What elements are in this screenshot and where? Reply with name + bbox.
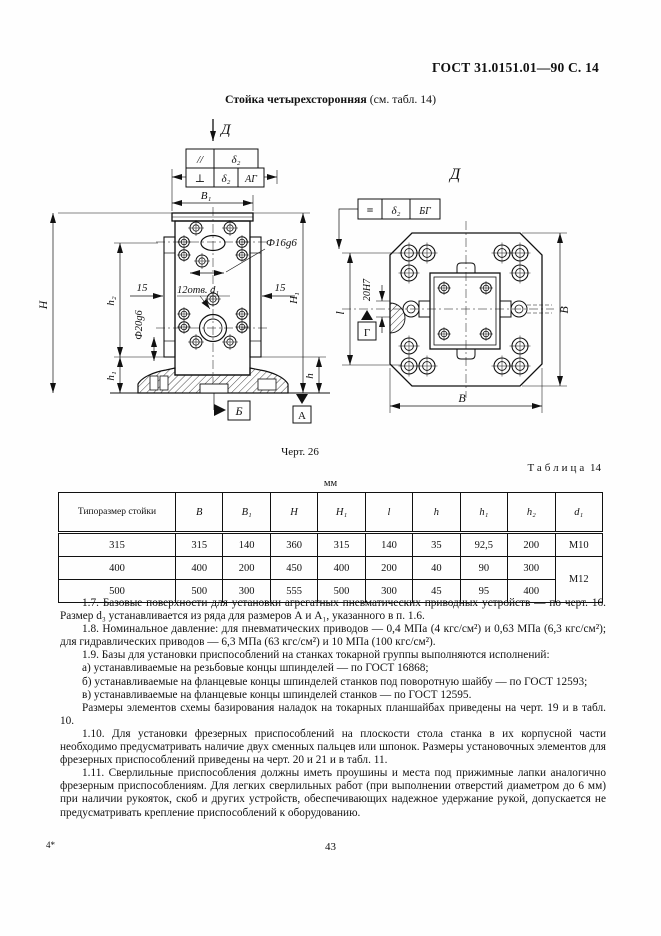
- paragraph-1-9-a: а) устанавливаемые на резьбовые концы шпинделей — по ГОСТ 16868;: [82, 662, 429, 675]
- paragraph-1-11: 1.11. Сверлильные приспособления должны иметь проушины и места под прижимные лапки аналогично фрезерным приспособлениям. Для легких сверлильных работ (при выполнении отверстий диаметром до 6 мм) при наличии рукояток, скоб и других устройств, обеспечивающих надежное удержание рукой, допускается не предусматривать крепление приспособлений к оборудованию.: [60, 767, 606, 819]
- table-header-row: [59, 493, 603, 533]
- table-row: [59, 557, 603, 580]
- dim-h: h: [304, 373, 316, 379]
- gost-header: ГОСТ 31.0151.01—90 С. 14: [432, 60, 599, 75]
- dim-15-right: 15: [274, 282, 286, 294]
- cell: 300: [365, 580, 412, 603]
- cell: 450: [270, 557, 317, 580]
- cell: 360: [270, 533, 317, 557]
- cell: 45: [413, 580, 460, 603]
- title-normal: (см. табл. 14): [366, 92, 436, 106]
- tolerance-value-2: δ₂: [221, 173, 231, 185]
- paragraph-1-10: 1.10. Для установки фрезерных приспособлений на плоскости стола станка в их корпусной части необходимо предусматривать наличие двух сменных пальцев или шпонок. Размеры установочных элементов для фрезерных приспособлений приведены на черт. 20 и 21 и в табл. 11.: [60, 727, 606, 767]
- col-header-h-cap: H: [270, 493, 317, 533]
- cell: 555: [270, 580, 317, 603]
- symmetry-symbol: =: [366, 203, 374, 217]
- cell: М10: [555, 533, 603, 557]
- col-header-h: h: [413, 493, 460, 533]
- cell: 400: [59, 557, 176, 580]
- view-arrow-label: Д: [221, 122, 231, 138]
- col-header-typesize: Типоразмер стойки: [59, 493, 176, 533]
- paragraph-1-9-note: Размеры элементов схемы базирования наладок на токарных планшайбах приведены на черт. 19 и в табл. 10.: [60, 701, 606, 727]
- dim-12-holes-d1: 12отв. d₁: [177, 285, 220, 296]
- perpendicularity-symbol: ⊥: [194, 173, 206, 185]
- dim-f16g6: Ф16g6: [266, 237, 297, 249]
- cell: 95: [460, 580, 507, 603]
- figure-caption: Черт. 26: [281, 446, 319, 458]
- table-caption: [527, 462, 601, 474]
- tolerance-value-1: δ₂: [231, 154, 241, 166]
- cell: 300: [223, 580, 270, 603]
- col-header-b1: B₁: [223, 493, 270, 533]
- col-header-h1-cap: H₁: [318, 493, 365, 533]
- paragraph-1-9-v: в) устанавливаемые на фланцевые концы шпинделей станков — по ГОСТ 12595.: [82, 688, 472, 701]
- cell: 400: [318, 557, 365, 580]
- paragraph-1-9: 1.9. Базы для установки приспособлений на станках токарной группы выполняются исполнений:: [82, 649, 550, 662]
- cell: 200: [508, 533, 555, 557]
- cell: 500: [318, 580, 365, 603]
- col-header-b: B: [176, 493, 223, 533]
- cell: 90: [460, 557, 507, 580]
- cell: 500: [176, 580, 223, 603]
- dim-B-right: В: [557, 306, 571, 314]
- cell: 140: [365, 533, 412, 557]
- cell: 315: [318, 533, 365, 557]
- body-text: [60, 597, 606, 820]
- unit-label: мм: [323, 478, 338, 489]
- cell: 315: [59, 533, 176, 557]
- dim-h2: h₂: [105, 296, 117, 306]
- title-bold: Стойка четырехсторонняя: [224, 92, 367, 106]
- col-header-h2: h₂: [508, 493, 555, 533]
- cell: М12: [555, 557, 603, 603]
- paragraph-1-8: 1.8. Номинальное давление: для пневматических приводов — 0,4 МПа (4 кгс/см²) и 0,63 МПа (6,3 кгс/см²); для гидравлических приводов — 6,3 МПа (63 кгс/см²) и 10 МПа (100 кгс/см²).: [60, 623, 606, 649]
- cell: 200: [365, 557, 412, 580]
- dim-20h7: 20Н7: [362, 278, 373, 302]
- cell: 200: [223, 557, 270, 580]
- dim-f20g6: Ф20g6: [134, 310, 145, 340]
- cell: 500: [59, 580, 176, 603]
- col-header-d1: d₁: [555, 493, 603, 533]
- front-view: [38, 119, 330, 423]
- datum-a-label: А: [298, 410, 306, 422]
- technical-drawing: [30, 113, 630, 458]
- view-d-label: Д: [450, 166, 461, 183]
- dim-H: H: [38, 300, 50, 310]
- cell: 400: [508, 580, 555, 603]
- cell: 315: [176, 533, 223, 557]
- cell: 140: [223, 533, 270, 557]
- dim-B-bottom: B: [458, 391, 466, 405]
- cell: 400: [176, 557, 223, 580]
- dim-b1: B₁: [200, 190, 212, 202]
- parallelism-symbol: //: [196, 154, 204, 166]
- cell: 40: [413, 557, 460, 580]
- datum-b-label: Б: [235, 404, 243, 418]
- datum-ref-ag: АГ: [245, 174, 257, 185]
- dimension-table: [58, 492, 603, 603]
- dim-H1: H₁: [288, 292, 300, 304]
- table-row: [59, 533, 603, 557]
- dim-h1: h₁: [105, 371, 117, 381]
- table-caption-word: Таблица: [527, 462, 588, 474]
- paragraph-1-9-b: б) устанавливаемые на фланцевые концы шпинделей станков под поворотную шайбу — по ГОСТ 12593;: [82, 675, 588, 688]
- col-header-h1: h₁: [460, 493, 507, 533]
- page-number: 43: [325, 841, 336, 853]
- cell: 92,5: [460, 533, 507, 557]
- page-title: [0, 92, 661, 107]
- cell: 35: [413, 533, 460, 557]
- footer-signature-mark: 4*: [46, 840, 55, 850]
- datum-ref-bg: БГ: [419, 206, 431, 217]
- col-header-l: l: [365, 493, 412, 533]
- cell: 300: [508, 557, 555, 580]
- tolerance-value-3: δ₂: [391, 205, 401, 217]
- top-view-d: [333, 166, 571, 413]
- dim-l: l: [333, 311, 347, 315]
- paragraph-1-7: 1.7. Базовые поверхности для установки агрегатных пневматических приводных устройств — по черт. 16. Размер d₃ устанавливается из ряда для размеров А и А₁, указанного в п. 1.6.: [60, 597, 606, 623]
- table-caption-number: 14: [590, 462, 601, 474]
- dim-15-left: 15: [136, 282, 148, 294]
- datum-g-label: Г: [363, 327, 371, 339]
